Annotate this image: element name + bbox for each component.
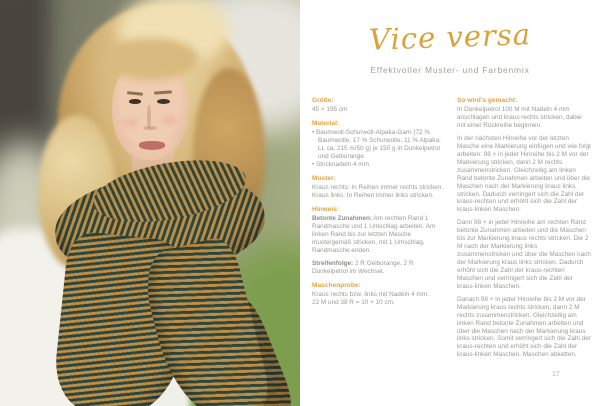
- section-heading: Muster:: [312, 174, 336, 182]
- gauge-line: Kraus rechts bzw. links mit Nadeln 4 mm:: [312, 290, 429, 298]
- list-item: • Stricknadeln 4 mm: [312, 161, 446, 169]
- section-groesse: [312, 97, 446, 114]
- instructions-column: [457, 97, 591, 365]
- size-value: 45 × 195 cm: [312, 106, 348, 114]
- eye: [129, 99, 141, 104]
- hair-fringe: [103, 38, 199, 80]
- pattern-line: Kraus rechts: In Reihen immer rechts stricken.: [312, 184, 444, 192]
- cheek: [162, 116, 177, 125]
- instruction-paragraph: Dann 98 × in jeder Hinreihe am rechten Rand betonte Zunahmen arbeiten und die Maschen bis zur Markierung kraus rechts stricken. Die 2 M nach der Markierung links zusammenstricken und über die Maschen nach der Markierung kraus links stricken. Dadurch erhöht sich die Zahl der kraus-rechten Maschen und verringert sich die Zahl der kraus-linken Maschen.: [457, 219, 591, 290]
- note-lead: Betonte Zunahmen:: [312, 215, 372, 223]
- note-paragraph: Streifenfolge: 2 R Gelborange, 2 R Dunkelpetrol im Wechsel.: [312, 259, 414, 275]
- page-subtitle: Effektvoller Muster- und Farbenmix: [370, 65, 530, 75]
- section-instructions: [457, 97, 591, 359]
- instruction-paragraph: In Dunkelpetrol 100 M mit Nadeln 4 mm anschlagen und kraus rechts stricken, dabei mit einer Rückreihe beginnen.: [457, 106, 582, 130]
- info-column: [312, 97, 446, 365]
- section-heading: Maschenprobe:: [312, 281, 361, 289]
- section-hinweis: [312, 206, 446, 276]
- cheek: [123, 118, 138, 127]
- section-heading: Größe:: [312, 97, 334, 104]
- instruction-paragraph: In der nächsten Hinreihe vor der letzten Masche eine Markierung einfügen und wie folgt arbeiten: 98 × in jeder Hinreihe bis 2 M vor der Markierung stricken, dann 2 M rechts zusammenstricken. Gleichzeitig am linken Rand betonte Zunahmen arbeiten und über die Maschen nach der Markierung kraus links stricken. Dadurch verringert sich die Zahl der kraus-rechten und erhöht sich die Zahl der kraus-linken Maschen.: [457, 134, 591, 214]
- note-paragraph: Betonte Zunahmen: Am rechten Rand 1 Randmasche und 1 Umschlag arbeiten. Am linken Rand bis zur letzten Masche mustergemäß stricken, mit 1 Umschlag, Randmasche enden.: [312, 215, 436, 254]
- gauge-line: 22 M und 38 R = 10 × 10 cm.: [312, 298, 395, 306]
- section-heading: Hinweis:: [312, 206, 340, 214]
- instruction-paragraph: Danach 98 × in jeder Hinreihe bis 2 M vor der Markierung kraus rechts stricken, dann 2 M rechts zusammenstricken. Gleichzeitig am linken Rand betonte Zunahmen arbeiten und über die Maschen nach der Markierung kraus links stricken. Somit verringert sich die Zahl der kraus-rechten und erhöht sich die Zahl der kraus-linken Maschen. Maschen abketten.: [457, 295, 591, 359]
- list-item: • Baumwoll-Schurwoll-Alpaka-Garn (72 % Baumwolle, 17 % Schurwolle, 11 % Alpaka; LL ca. 215 m/50 g) je 150 g in Dunkelpetrol und Gelborange: [312, 129, 446, 161]
- text-columns: [312, 97, 592, 365]
- lips: [139, 141, 165, 150]
- section-material: [312, 120, 446, 169]
- section-muster: [312, 175, 446, 200]
- note-lead: Streifenfolge:: [312, 259, 354, 267]
- eye: [157, 99, 170, 104]
- section-heading: So wird's gemacht:: [457, 97, 518, 104]
- pattern-line: Kraus links: In Reihen immer links stricken.: [312, 192, 434, 200]
- section-heading: Material:: [312, 120, 340, 128]
- page-number: 17: [552, 371, 560, 378]
- section-maschenprobe: [312, 282, 446, 307]
- nose: [147, 105, 151, 128]
- page-title: Vice versa: [368, 17, 532, 57]
- pattern-page: [300, 0, 600, 406]
- material-list: [312, 129, 446, 169]
- nose-shadow: [143, 126, 157, 130]
